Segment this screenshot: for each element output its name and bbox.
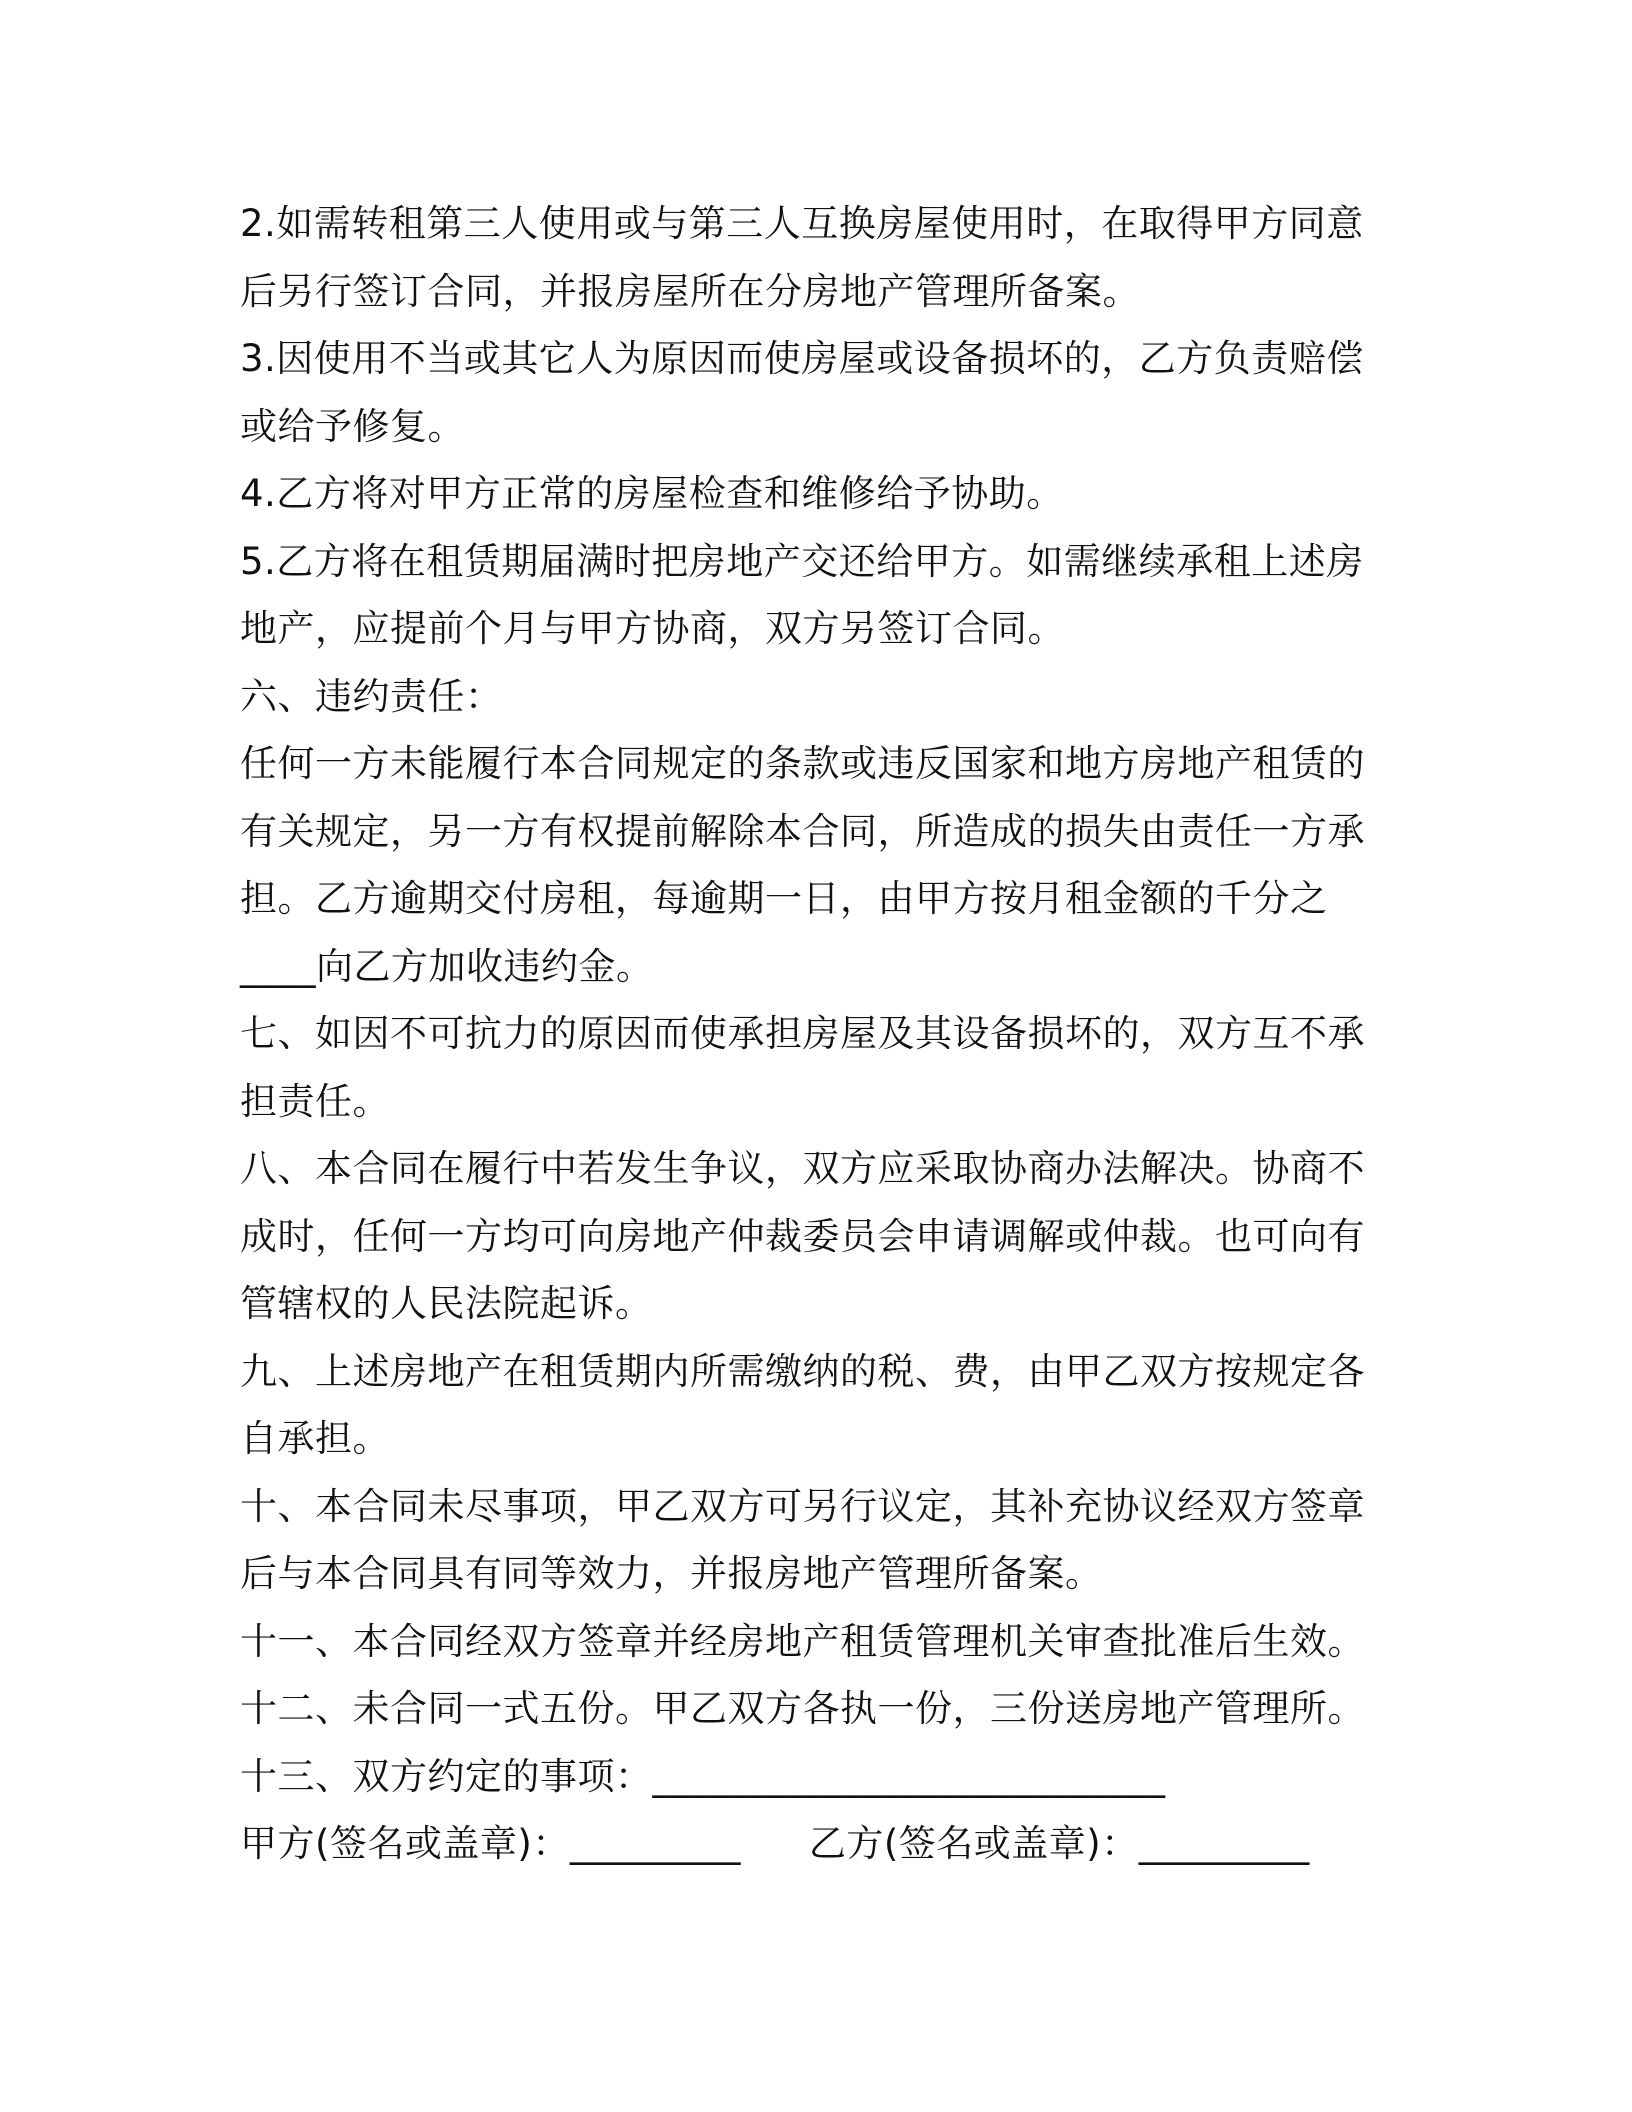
signature-spacer [741, 1810, 809, 1878]
clause-line: 十一、本合同经双方签章并经房地产租赁管理机关审查批准后生效。 [240, 1619, 1365, 1663]
clause-line: 4.乙方将对甲方正常的房屋检查和维修给予协助。 [240, 472, 1064, 515]
party-b-signature: 乙方(签名或盖章)：_________ [808, 1822, 1310, 1865]
clause-line: 担责任。 [240, 1079, 390, 1123]
clause-line: 或给予修复。 [240, 404, 465, 448]
clause-line: 担。乙方逾期交付房租，每逾期一日，由甲方按月租金额的千分之 [240, 877, 1328, 920]
clause-line: 2.如需转租第三人使用或与第三人互换房屋使用时，在取得甲方同意 [240, 202, 1364, 245]
clause-line: 5.乙方将在租赁期届满时把房地产交还给甲方。如需继续承租上述房 [240, 539, 1364, 583]
clause-line: 地产，应提前个月与甲方协商，双方另签订合同。 [240, 607, 1065, 650]
clause-line: 管辖权的人民法院起诉。 [240, 1282, 653, 1325]
clause-line: 七、如因不可抗力的原因而使承担房屋及其设备损坏的，双方互不承 [240, 1012, 1365, 1055]
agreed-matters-line: 十三、双方约定的事项：___________________________ [240, 1754, 1166, 1798]
clause-line: 自承担。 [240, 1417, 390, 1460]
clause-line: 九、上述房地产在租赁期内所需缴纳的税、费，由甲乙双方按规定各 [240, 1349, 1365, 1393]
clause-line: 十二、未合同一式五份。甲乙双方各执一份，三份送房地产管理所。 [240, 1687, 1365, 1730]
clause-line: 任何一方未能履行本合同规定的条款或违反国家和地方房地产租赁的 [240, 742, 1365, 785]
clause-line: 八、本合同在履行中若发生争议，双方应采取协商办法解决。协商不 [240, 1147, 1365, 1190]
signature-row [240, 1810, 1370, 1878]
clause-line: 后与本合同具有同等效力，并报房地产管理所备案。 [240, 1552, 1103, 1595]
clause-line: ____向乙方加收违约金。 [240, 944, 654, 988]
section-heading: 六、违约责任： [240, 674, 503, 718]
clause-line: 十、本合同未尽事项，甲乙双方可另行议定，其补充协议经双方签章 [240, 1484, 1365, 1528]
document-page [240, 190, 1370, 1878]
clause-line: 3.因使用不当或其它人为原因而使房屋或设备损坏的，乙方负责赔偿 [240, 337, 1364, 380]
clause-line: 有关规定，另一方有权提前解除本合同，所造成的损失由责任一方承 [240, 809, 1365, 853]
clause-line: 成时，任何一方均可向房地产仲裁委员会申请调解或仲裁。也可向有 [240, 1214, 1365, 1258]
party-a-signature: 甲方(签名或盖章)：_________ [240, 1822, 741, 1865]
clause-line: 后另行签订合同，并报房屋所在分房地产管理所备案。 [240, 269, 1140, 313]
